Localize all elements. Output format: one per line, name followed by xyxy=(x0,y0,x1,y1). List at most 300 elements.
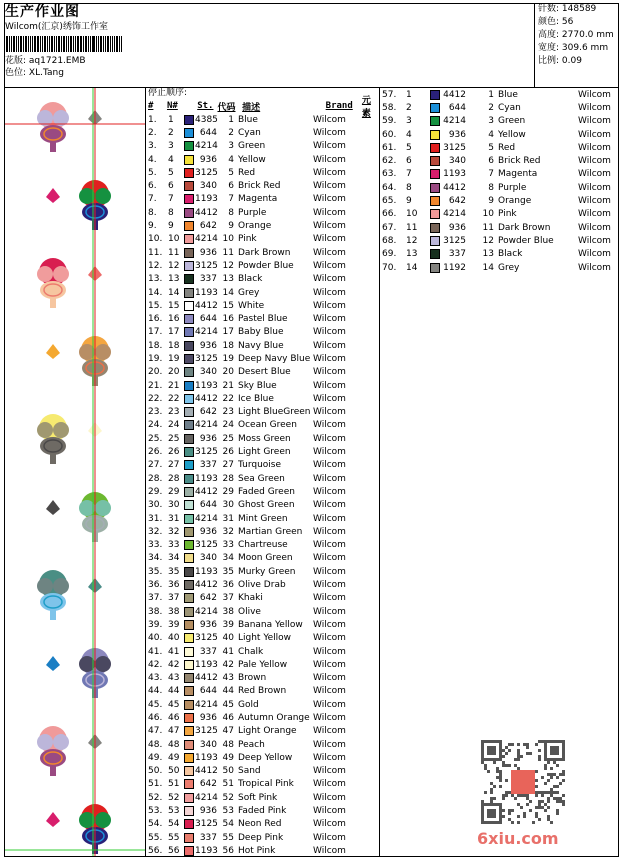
color-swatch xyxy=(184,487,194,497)
row-index: 46. xyxy=(148,713,163,723)
row-description: Autumn Orange xyxy=(238,713,310,723)
row-needle: 44 xyxy=(168,686,180,697)
color-swatch xyxy=(184,221,194,231)
color-swatch xyxy=(184,407,194,417)
row-description: Grey xyxy=(238,287,260,298)
qr-module xyxy=(505,791,508,794)
barcode-bar xyxy=(13,36,15,52)
row-index: 17. xyxy=(148,327,163,338)
qr-module xyxy=(556,797,559,800)
table-row xyxy=(380,181,619,194)
row-index: 32. xyxy=(148,526,163,537)
table-row xyxy=(146,804,379,817)
color-swatch xyxy=(430,130,440,140)
table-row xyxy=(146,339,379,352)
row-needle: 6 xyxy=(168,181,174,192)
row-description: Ghost Green xyxy=(238,500,295,511)
col-code: 代码 xyxy=(217,102,236,113)
qr-module xyxy=(517,752,520,755)
row-brand: Wilcom xyxy=(313,606,346,617)
row-description: Olive xyxy=(238,606,261,617)
barcode-bar xyxy=(54,36,55,52)
col-description: 描述 xyxy=(242,102,261,113)
row-index: 31. xyxy=(148,513,163,524)
qr-module xyxy=(490,800,493,803)
qr-module xyxy=(523,794,526,797)
row-needle: 24 xyxy=(168,420,180,431)
qr-module xyxy=(490,782,493,785)
color-swatch xyxy=(184,647,194,657)
color-swatch xyxy=(430,90,440,100)
motif-stem xyxy=(50,298,56,308)
barcode-bar xyxy=(32,36,33,52)
row-needle: 8 xyxy=(406,182,412,193)
color-swatch xyxy=(184,819,194,829)
barcode-bar xyxy=(92,36,95,52)
row-needle: 40 xyxy=(168,633,180,644)
row-code: 2 xyxy=(228,127,234,138)
row-brand: Wilcom xyxy=(313,845,346,856)
row-code: 15 xyxy=(222,300,234,311)
row-description: Black xyxy=(498,249,523,260)
qr-module xyxy=(550,788,553,791)
row-brand: Wilcom xyxy=(578,169,611,180)
qr-module xyxy=(520,806,523,809)
row-index: 45. xyxy=(148,699,163,710)
row-description: Purple xyxy=(498,182,527,193)
barcode-bar xyxy=(11,36,12,52)
row-brand: Wilcom xyxy=(313,194,346,205)
row-index: 68. xyxy=(382,235,397,246)
qr-module xyxy=(547,800,550,803)
color-swatch xyxy=(184,314,194,324)
row-description: Light Orange xyxy=(238,726,297,737)
qr-logo xyxy=(511,770,535,794)
qr-module xyxy=(490,788,493,791)
row-stitches: 3125 xyxy=(195,353,218,364)
row-code: 3 xyxy=(228,141,234,152)
qr-module xyxy=(526,803,529,806)
row-code: 10 xyxy=(222,234,234,245)
row-needle: 13 xyxy=(406,249,418,260)
qr-module xyxy=(559,782,562,785)
motif-stem xyxy=(50,766,56,776)
row-needle: 5 xyxy=(406,142,412,153)
row-code: 2 xyxy=(488,102,494,113)
row-code: 39 xyxy=(222,619,234,630)
row-needle: 2 xyxy=(168,127,174,138)
qr-module xyxy=(526,752,529,755)
small-motif xyxy=(46,344,60,359)
qr-module xyxy=(532,821,535,824)
row-brand: Wilcom xyxy=(313,633,346,644)
barcode-bar xyxy=(119,36,120,52)
row-stitches: 340 xyxy=(199,739,217,750)
small-motif xyxy=(46,656,60,671)
color-swatch xyxy=(184,288,194,298)
color-swatch xyxy=(184,779,194,789)
qr-module xyxy=(502,755,505,758)
row-index: 55. xyxy=(148,832,163,843)
row-description: Navy Blue xyxy=(238,340,284,351)
barcode-bar xyxy=(85,36,87,52)
row-needle: 1 xyxy=(168,114,174,125)
row-stitches: 4214 xyxy=(195,513,218,524)
qr-module xyxy=(514,764,517,767)
row-brand: Wilcom xyxy=(313,367,346,378)
row-description: Green xyxy=(238,141,266,152)
barcode-bar xyxy=(105,36,106,52)
row-description: Powder Blue xyxy=(238,260,294,271)
table-row xyxy=(380,168,619,181)
barcode-bar xyxy=(103,36,104,52)
color-swatch xyxy=(184,514,194,524)
barcode-bar xyxy=(9,36,10,52)
table-row xyxy=(146,645,379,658)
row-code: 23 xyxy=(222,407,234,418)
barcode-bar xyxy=(34,36,36,52)
row-stitches: 3125 xyxy=(195,819,218,830)
stitch-value: 148589 xyxy=(561,4,597,14)
table-row xyxy=(380,221,619,234)
row-index: 5. xyxy=(148,167,157,178)
row-index: 12. xyxy=(148,260,163,271)
row-stitches: 644 xyxy=(199,500,217,511)
color-swatch xyxy=(430,169,440,179)
color-swatch xyxy=(184,740,194,750)
row-index: 7. xyxy=(148,194,157,205)
row-description: Dark Brown xyxy=(498,222,551,233)
small-motif xyxy=(46,500,60,515)
color-swatch xyxy=(184,633,194,643)
qr-module xyxy=(505,752,508,755)
qr-module xyxy=(508,743,511,746)
motif-petal xyxy=(95,656,111,672)
watermark: 6xiu.com xyxy=(477,829,559,848)
row-description: Moss Green xyxy=(238,433,291,444)
qr-module xyxy=(493,761,496,764)
table-row xyxy=(146,140,379,153)
row-code: 55 xyxy=(222,832,234,843)
row-needle: 52 xyxy=(168,792,180,803)
table-row xyxy=(146,259,379,272)
row-description: Peach xyxy=(238,739,265,750)
row-brand: Wilcom xyxy=(313,806,346,817)
table-row xyxy=(146,366,379,379)
row-brand: Wilcom xyxy=(578,196,611,207)
height-label: 高度: xyxy=(538,30,560,40)
row-stitches: 3125 xyxy=(443,142,466,153)
qr-module xyxy=(541,800,544,803)
qr-module xyxy=(541,776,544,779)
qr-module xyxy=(550,767,553,770)
qr-module xyxy=(496,770,499,773)
color-swatch xyxy=(184,753,194,763)
row-index: 54. xyxy=(148,819,163,830)
row-stitches: 936 xyxy=(199,526,217,537)
row-brand: Wilcom xyxy=(313,221,346,232)
qr-module xyxy=(493,785,496,788)
table-row xyxy=(146,219,379,232)
barcode-bar xyxy=(44,36,46,52)
barcode-bar xyxy=(37,36,39,52)
row-index: 6. xyxy=(148,181,157,192)
row-description: Ice Blue xyxy=(238,393,274,404)
row-needle: 42 xyxy=(168,659,180,670)
row-needle: 9 xyxy=(168,221,174,232)
qr-module xyxy=(556,812,559,815)
row-needle: 43 xyxy=(168,673,180,684)
barcode-bar xyxy=(28,36,29,52)
table-row xyxy=(146,539,379,552)
row-index: 16. xyxy=(148,314,163,325)
stitch-count xyxy=(538,3,619,16)
qr-module xyxy=(484,791,487,794)
color-swatch xyxy=(184,833,194,843)
qr-module xyxy=(538,803,541,806)
barcode-bar xyxy=(40,36,41,52)
color-swatch xyxy=(184,474,194,484)
row-code: 13 xyxy=(222,274,234,285)
qr-module xyxy=(508,749,511,752)
color-swatch xyxy=(184,354,194,364)
color-swatch xyxy=(184,327,194,337)
barcode-bar xyxy=(16,36,17,52)
color-swatch xyxy=(184,660,194,670)
row-code: 33 xyxy=(222,540,234,551)
qr-module xyxy=(508,809,511,812)
motif-petal xyxy=(37,422,53,438)
row-code: 8 xyxy=(228,207,234,218)
row-description: Light BlueGreen xyxy=(238,407,311,418)
row-code: 1 xyxy=(488,89,494,100)
color-swatch xyxy=(430,156,440,166)
row-stitches: 337 xyxy=(448,249,466,260)
qr-module xyxy=(562,773,565,776)
row-code: 18 xyxy=(222,340,234,351)
qr-module xyxy=(553,791,556,794)
barcode-bar xyxy=(58,36,60,52)
table-row xyxy=(146,658,379,671)
motif-petal xyxy=(53,422,69,438)
qr-module xyxy=(544,809,547,812)
width-value: 309.6 mm xyxy=(561,43,609,53)
color-swatch xyxy=(430,223,440,233)
qr-module xyxy=(556,791,559,794)
color-swatch xyxy=(184,726,194,736)
row-brand: Wilcom xyxy=(313,380,346,391)
color-swatch xyxy=(184,607,194,617)
color-swatch xyxy=(430,236,440,246)
row-stitches: 4412 xyxy=(195,673,218,684)
row-index: 42. xyxy=(148,659,163,670)
qr-module xyxy=(484,767,487,770)
table-row xyxy=(146,326,379,339)
row-index: 65. xyxy=(382,196,397,207)
qr-module xyxy=(556,776,559,779)
qr-module xyxy=(538,818,541,821)
row-stitches: 936 xyxy=(448,222,466,233)
scale-label: 比例: xyxy=(538,56,560,66)
design-width xyxy=(538,42,619,55)
qr-module xyxy=(535,812,538,815)
color-swatch xyxy=(184,460,194,470)
barcode xyxy=(6,36,123,52)
row-brand: Wilcom xyxy=(313,713,346,723)
row-code: 31 xyxy=(222,513,234,524)
row-description: Dark Brown xyxy=(238,247,291,258)
table-row xyxy=(146,233,379,246)
row-code: 19 xyxy=(222,353,234,364)
row-stitches: 1192 xyxy=(443,262,466,273)
color-swatch xyxy=(184,434,194,444)
table-row xyxy=(380,115,619,128)
row-index: 69. xyxy=(382,249,397,260)
table-row xyxy=(146,725,379,738)
row-needle: 10 xyxy=(168,234,180,245)
barcode-bar xyxy=(42,36,43,52)
qr-module xyxy=(553,797,556,800)
motif-petal xyxy=(37,266,53,282)
row-needle: 22 xyxy=(168,393,180,404)
row-description: Orange xyxy=(498,196,532,207)
row-code: 14 xyxy=(222,287,234,298)
row-brand: Wilcom xyxy=(313,699,346,710)
row-code: 35 xyxy=(222,566,234,577)
company-name: Wilcom(汇京)绣饰工作室 xyxy=(5,22,108,32)
row-code: 7 xyxy=(228,194,234,205)
row-index: 22. xyxy=(148,393,163,404)
row-brand: Wilcom xyxy=(313,114,346,125)
table-row xyxy=(380,154,619,167)
row-brand: Wilcom xyxy=(578,142,611,153)
qr-module xyxy=(529,800,532,803)
row-index: 41. xyxy=(148,646,163,657)
qr-module xyxy=(514,797,517,800)
row-stitches: 1193 xyxy=(195,380,218,391)
row-index: 14. xyxy=(148,287,163,298)
barcode-bar xyxy=(30,36,31,52)
row-brand: Wilcom xyxy=(313,340,346,351)
barcode-bar xyxy=(47,36,48,52)
color-swatch xyxy=(184,553,194,563)
color-swatch xyxy=(184,155,194,165)
design-value: aq1721.EMB xyxy=(28,56,86,66)
table-row xyxy=(146,525,379,538)
row-brand: Wilcom xyxy=(313,420,346,431)
row-description: Gold xyxy=(238,699,259,710)
row-index: 15. xyxy=(148,300,163,311)
table-row xyxy=(146,445,379,458)
barcode-bar xyxy=(18,36,19,52)
row-needle: 27 xyxy=(168,460,180,471)
row-description: Faded Green xyxy=(238,486,295,497)
qr-module xyxy=(493,797,496,800)
table-row xyxy=(146,578,379,591)
small-motif xyxy=(46,812,60,827)
row-needle: 12 xyxy=(168,260,180,271)
barcode-bar xyxy=(96,36,97,52)
table-row xyxy=(380,88,619,101)
row-stitches: 644 xyxy=(448,102,466,113)
row-description: Blue xyxy=(498,89,518,100)
qr-module xyxy=(550,821,553,824)
row-code: 53 xyxy=(222,806,234,817)
col-element: 元素 xyxy=(361,96,371,119)
row-brand: Wilcom xyxy=(313,353,346,364)
row-stitches: 4412 xyxy=(443,89,466,100)
qr-module xyxy=(499,785,502,788)
qr-module xyxy=(544,803,547,806)
qr-module xyxy=(517,821,520,824)
qr-module xyxy=(538,758,541,761)
qr-module xyxy=(544,782,547,785)
row-needle: 35 xyxy=(168,566,180,577)
row-stitches: 1193 xyxy=(195,659,218,670)
row-code: 56 xyxy=(222,845,234,856)
table-row xyxy=(146,778,379,791)
row-stitches: 4412 xyxy=(195,580,218,591)
row-index: 30. xyxy=(148,500,163,511)
motif-stem xyxy=(50,610,56,620)
row-code: 43 xyxy=(222,673,234,684)
row-needle: 56 xyxy=(168,845,180,856)
qr-module xyxy=(553,761,556,764)
col-needle: N# xyxy=(166,101,178,111)
design-preview xyxy=(5,88,146,856)
row-description: Brick Red xyxy=(238,181,281,192)
row-brand: Wilcom xyxy=(313,646,346,657)
row-index: 26. xyxy=(148,447,163,458)
table-row xyxy=(146,472,379,485)
row-stitches: 4412 xyxy=(195,393,218,404)
qr-module xyxy=(499,779,502,782)
qr-module xyxy=(538,749,541,752)
row-code: 21 xyxy=(222,380,234,391)
row-needle: 16 xyxy=(168,314,180,325)
qr-module xyxy=(499,770,502,773)
row-code: 5 xyxy=(488,142,494,153)
row-index: 11. xyxy=(148,247,163,258)
row-code: 4 xyxy=(488,129,494,140)
qr-module xyxy=(508,812,511,815)
qr-module xyxy=(517,758,520,761)
table-body-continued xyxy=(380,88,619,274)
col-stitches: St. xyxy=(197,101,214,111)
row-code: 28 xyxy=(222,473,234,484)
row-index: 44. xyxy=(148,686,163,697)
row-index: 63. xyxy=(382,169,397,180)
row-stitches: 4214 xyxy=(195,234,218,245)
row-index: 38. xyxy=(148,606,163,617)
table-body xyxy=(146,113,379,858)
table-row xyxy=(146,459,379,472)
row-index: 67. xyxy=(382,222,397,233)
row-stitches: 642 xyxy=(199,593,217,604)
row-brand: Wilcom xyxy=(313,447,346,458)
row-index: 13. xyxy=(148,274,163,285)
row-stitches: 340 xyxy=(199,367,217,378)
row-needle: 7 xyxy=(168,194,174,205)
row-code: 44 xyxy=(222,686,234,697)
qr-module xyxy=(547,806,550,809)
row-needle: 3 xyxy=(168,141,174,152)
row-index: 28. xyxy=(148,473,163,484)
row-description: Brick Red xyxy=(498,156,541,167)
row-brand: Wilcom xyxy=(313,752,346,763)
row-code: 17 xyxy=(222,327,234,338)
color-swatch xyxy=(430,196,440,206)
